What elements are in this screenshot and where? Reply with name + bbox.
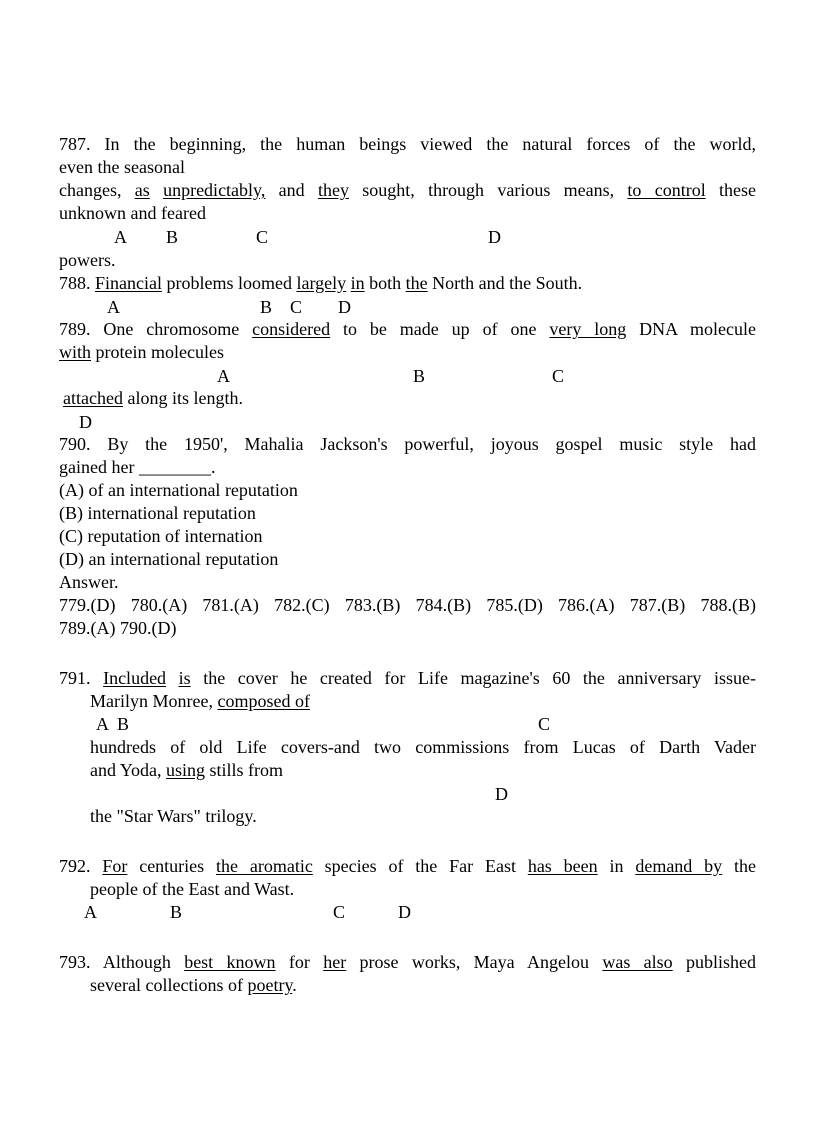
q793-option-c: was also: [602, 952, 673, 972]
q792-option-d: demand by: [635, 856, 723, 876]
q792-option-a: For: [102, 856, 128, 876]
q788-option-c: in: [350, 273, 365, 293]
q789-line-2: with protein molecules: [59, 342, 224, 362]
answer-key-row-1: 779.(D) 780.(A) 781.(A) 782.(C) 783.(B) 784.(B) 785.(D) 786.(A) 787.(B) 788.(B): [59, 595, 756, 615]
q790-line-1: 790. By the 1950', Mahalia Jackson's powerful, joyous gospel music style had: [59, 434, 756, 454]
q790-option-b: (B) international reputation: [59, 503, 256, 523]
q789-letter-c: C: [552, 366, 565, 386]
q789-letter-d: D: [79, 412, 92, 432]
q787-line-4: unknown and feared: [59, 203, 206, 223]
q789-option-a: considered: [252, 319, 331, 339]
q788-line-1: 788. Financial problems loomed largely in both the North and the South.: [59, 273, 583, 293]
q788-letter-d: D: [338, 297, 351, 317]
q791-option-c: composed of: [217, 691, 310, 711]
q793-line-1: 793. Although best known for her prose works, Maya Angelou was also published: [59, 952, 757, 972]
q789-letter-a: A: [217, 366, 230, 386]
q787-letter-c: C: [256, 227, 269, 247]
q790-option-d: (D) an international reputation: [59, 549, 279, 569]
q787-letter-a: A: [114, 227, 127, 247]
q792-letter-d: D: [398, 902, 411, 922]
q793-option-b: her: [323, 952, 347, 972]
q789-option-b-word: with: [59, 342, 92, 362]
q792-option-b: the aromatic: [216, 856, 313, 876]
q788-letter-c: C: [290, 297, 303, 317]
q791-line-4: hundreds of old Life covers-and two commissions from Lucas of Darth Vader: [90, 737, 756, 757]
q787-option-c: they: [317, 180, 349, 200]
q787-option-a: as: [134, 180, 150, 200]
q791-line-1: 791. Included is the cover he created for Life magazine's 60 the anniversary issue-: [59, 668, 757, 688]
q792-line-2: people of the East and Wast.: [90, 879, 295, 899]
answer-key-row-2: 789.(A) 790.(D): [59, 618, 177, 638]
q791-option-a: Included: [103, 668, 167, 688]
q789-option-c: very long: [549, 319, 627, 339]
q789-line-1: 789. One chromosome considered to be made up of one very long DNA molecule: [59, 319, 757, 339]
q788-letter-b: B: [260, 297, 273, 317]
answer-label: Answer.: [59, 572, 119, 592]
q787-option-d: to control: [627, 180, 706, 200]
q790-line-2: gained her ________.: [59, 457, 216, 477]
q787-letter-b: B: [166, 227, 179, 247]
q791-option-d: using: [166, 760, 206, 780]
q787-line-6: powers.: [59, 250, 116, 270]
q788-option-b: largely: [296, 273, 347, 293]
q793-option-a: best known: [184, 952, 276, 972]
q787-line-1: 787. In the beginning, the human beings viewed the natural forces of the world,: [59, 134, 756, 154]
q789-letter-b: B: [413, 366, 426, 386]
q791-line-2: Marilyn Monree, composed of: [90, 691, 310, 711]
q788-option-a: Financial: [95, 273, 162, 293]
q792-letter-c: C: [333, 902, 346, 922]
q787-letter-d: D: [488, 227, 501, 247]
q791-letter-d: D: [495, 784, 508, 804]
q792-letter-a: A: [84, 902, 97, 922]
q791-letter-c: C: [538, 714, 551, 734]
q787-option-b: unpredictably,: [163, 180, 266, 200]
q789-option-d: attached: [63, 388, 123, 408]
q793-line-2: several collections of poetry.: [90, 975, 297, 995]
q787-line-3: changes, as unpredictably, and they sought, through various means, to control these: [59, 180, 756, 200]
q788-letter-a: A: [107, 297, 120, 317]
q790-option-a: (A) of an international reputation: [59, 480, 298, 500]
q788-option-d: the: [405, 273, 428, 293]
q791-option-b: is: [178, 668, 191, 688]
q792-line-1: 792. For centuries the aromatic species of the Far East has been in demand by the: [59, 856, 756, 876]
q791-letters-ab: A B: [96, 714, 130, 734]
q790-option-c: (C) reputation of internation: [59, 526, 263, 546]
q792-letter-b: B: [170, 902, 183, 922]
q789-line-4: attached along its length.: [63, 388, 243, 408]
q787-line-2: even the seasonal: [59, 157, 185, 177]
q791-line-7: the "Star Wars" trilogy.: [90, 806, 257, 826]
q792-option-c: has been: [527, 856, 598, 876]
q793-option-d: poetry: [247, 975, 293, 995]
q791-line-5: and Yoda, using stills from: [90, 760, 284, 780]
